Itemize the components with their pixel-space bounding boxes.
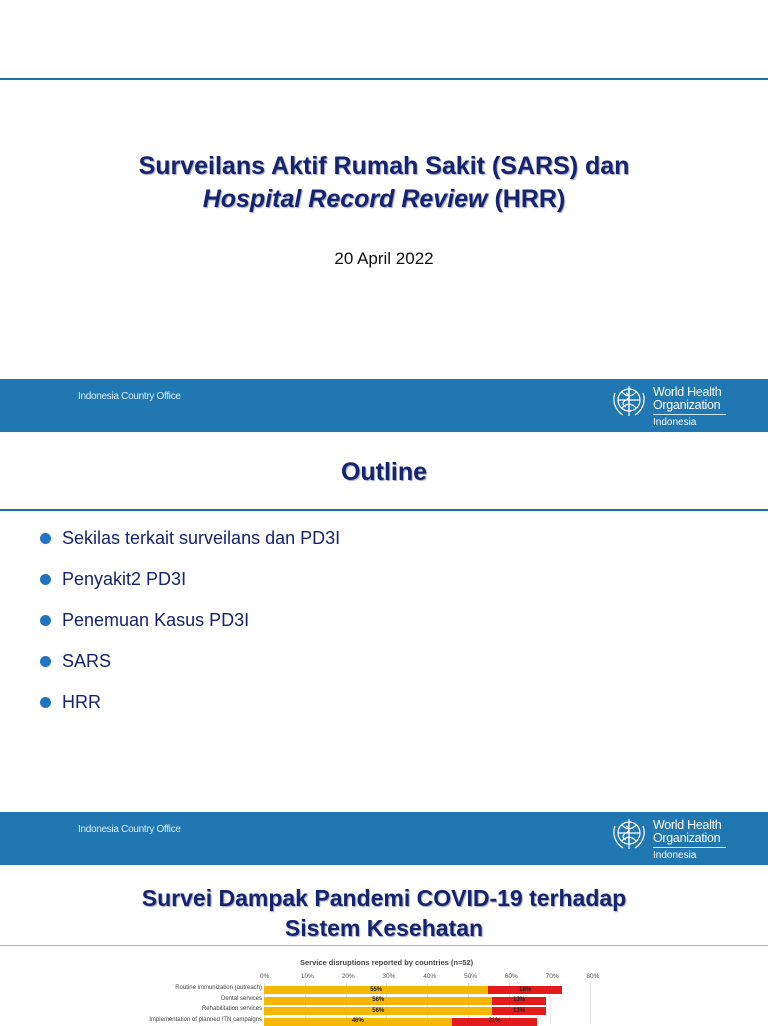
who-name-line1: World Health — [653, 385, 722, 399]
bullet-dot-icon — [40, 574, 51, 585]
slide3-title-line1: Survei Dampak Pandemi COVID-19 terhadap — [141, 885, 627, 911]
data-label: 46% — [351, 1018, 364, 1024]
bullet-dot-icon — [40, 656, 51, 667]
data-label: 21% — [488, 1018, 501, 1024]
x-tick-label: 40% — [423, 973, 437, 980]
slide-divider — [0, 509, 768, 511]
who-emblem-icon — [610, 383, 648, 419]
who-country: Indonesia — [653, 417, 697, 428]
x-tick-label: 70% — [545, 973, 559, 980]
who-country: Indonesia — [653, 850, 697, 861]
data-label: 55% — [370, 986, 383, 993]
who-name-line2: Organization — [653, 831, 721, 845]
list-item: Penyakit2 PD3I — [40, 569, 340, 610]
footer-band — [0, 812, 768, 865]
who-name-line2: Organization — [653, 398, 721, 412]
list-item: Sekilas terkait surveilans dan PD3I — [40, 528, 340, 569]
category-label: Implementation of planned ITN campaigns — [149, 1016, 262, 1023]
bullet-dot-icon — [40, 697, 51, 708]
slide1-title-line1: Surveilans Aktif Rumah Sakit (SARS) dan — [138, 152, 630, 180]
slide1-title-suffix: (HRR) — [487, 185, 566, 213]
outline-list — [40, 528, 340, 733]
slide1-title-italic: Hospital Record Review — [202, 185, 488, 213]
x-tick-label: 80% — [586, 973, 600, 980]
data-label: 13% — [513, 997, 526, 1003]
who-emblem-icon — [610, 816, 648, 852]
country-office-label: Indonesia Country Office — [78, 391, 181, 402]
category-label: Routine immunization (outreach) — [175, 985, 262, 991]
country-office-label: Indonesia Country Office — [78, 824, 181, 835]
data-label: 56% — [372, 1007, 385, 1014]
gridline — [590, 983, 591, 1024]
list-item: SARS — [40, 651, 340, 692]
who-name-line1: World Health — [653, 818, 722, 832]
footer-band — [0, 379, 768, 432]
slide3-title-line2: Sistem Kesehatan — [284, 915, 484, 941]
slide1-date: 20 April 2022 — [334, 249, 434, 268]
who-logo — [610, 816, 740, 864]
category-label: Dental services — [220, 995, 262, 1002]
who-divider — [653, 414, 726, 415]
category-label: Rehabilitation services — [201, 1006, 262, 1012]
slide1-title — [0, 150, 768, 216]
list-item: Penemuan Kasus PD3I — [40, 610, 340, 651]
chart-title: Service disruptions reported by countries (n=52) — [300, 958, 474, 967]
x-tick-label: 20% — [341, 973, 355, 980]
slide-divider — [0, 78, 768, 80]
x-tick-label: 0% — [260, 973, 270, 980]
x-tick-label: 30% — [382, 973, 396, 980]
x-tick-label: 60% — [504, 973, 518, 980]
who-logo — [610, 383, 740, 431]
bullet-dot-icon — [40, 615, 51, 626]
slide-divider — [0, 945, 768, 946]
data-label: 18% — [519, 986, 532, 993]
x-tick-label: 50% — [464, 973, 478, 980]
x-tick-label: 10% — [300, 973, 314, 980]
bullet-dot-icon — [40, 533, 51, 544]
slide3-title — [0, 883, 768, 943]
data-label: 56% — [372, 997, 385, 1003]
slide2-title: Outline — [340, 458, 428, 486]
data-label: 13% — [513, 1007, 526, 1014]
list-item: HRR — [40, 692, 340, 733]
who-divider — [653, 847, 726, 848]
